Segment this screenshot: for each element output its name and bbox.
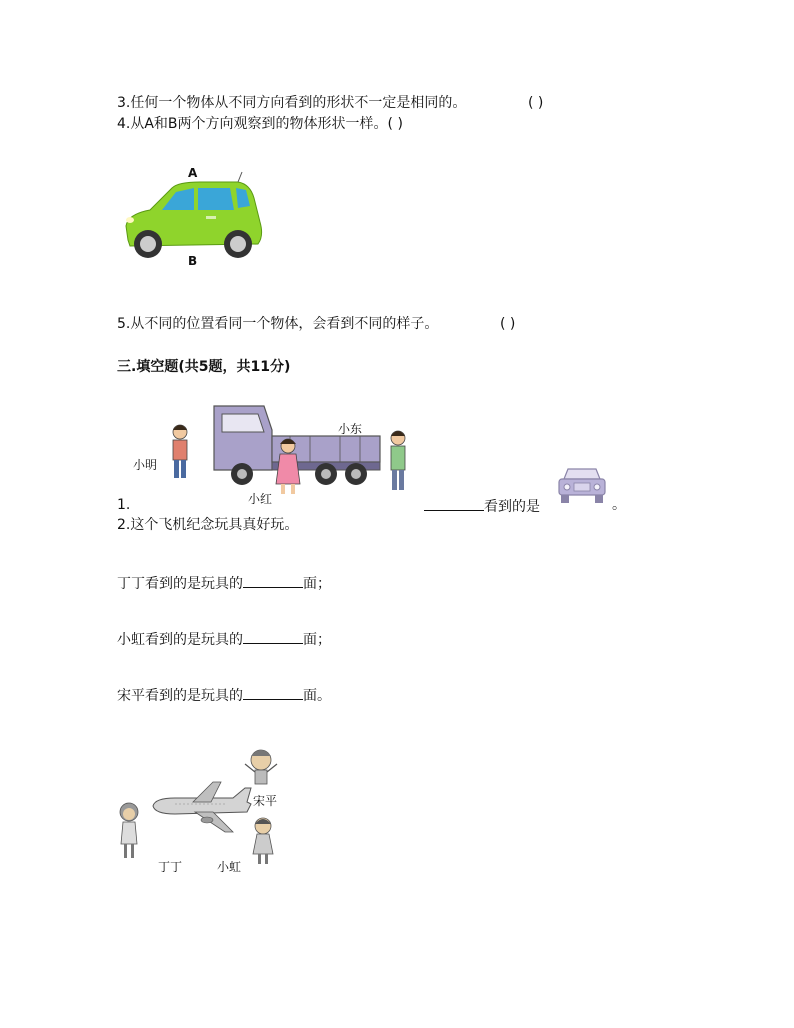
fill-2-line-3: 宋平看到的是玩具的 面。 xyxy=(117,685,331,705)
car-label-a: A xyxy=(188,166,198,180)
fill-1-end: 。 xyxy=(612,497,626,513)
section-3-title: 三.填空题(共5题，共11分) xyxy=(117,359,291,375)
fill-1-line xyxy=(424,496,540,516)
truck-scene-illustration xyxy=(160,400,430,500)
airplane-toy-illustration xyxy=(115,740,295,880)
car-front-view-icon xyxy=(556,465,608,507)
fill-2-blank-3[interactable] xyxy=(243,685,303,700)
question-3-answer-paren: ( ) xyxy=(528,95,544,111)
label-xiaodong: 小东 xyxy=(338,422,363,436)
question-4-text: 4.从A和B两个方向观察到的物体形状一样。( ) xyxy=(117,116,403,132)
fill-2-blank-2[interactable] xyxy=(243,629,303,644)
label-dingding: 丁丁 xyxy=(158,860,183,874)
question-5-text: 5.从不同的位置看同一个物体，会看到不同的样子。 xyxy=(117,316,439,332)
car-label-b: B xyxy=(188,254,198,268)
fill-2-blank-1[interactable] xyxy=(243,573,303,588)
fill-2-intro: 2.这个飞机纪念玩具真好玩。 xyxy=(117,517,299,533)
question-3-text: 3.任何一个物体从不同方向看到的形状不一定是相同的。 xyxy=(117,95,467,111)
fill-1-text: 看到的是 xyxy=(484,499,540,515)
fill-1-blank[interactable] xyxy=(424,496,484,511)
fill-2-line-1: 丁丁看到的是玩具的 面； xyxy=(117,573,331,593)
fill-1-number: 1. xyxy=(117,497,131,513)
label-xiaoming: 小明 xyxy=(133,458,158,472)
question-3 xyxy=(117,94,466,112)
label-xiaohong-2: 小虹 xyxy=(217,860,242,874)
fill-2-line-2: 小虹看到的是玩具的 面； xyxy=(117,629,331,649)
label-xiaohong: 小红 xyxy=(248,492,273,506)
label-songping: 宋平 xyxy=(253,794,278,808)
question-5-answer-paren: ( ) xyxy=(500,316,516,332)
